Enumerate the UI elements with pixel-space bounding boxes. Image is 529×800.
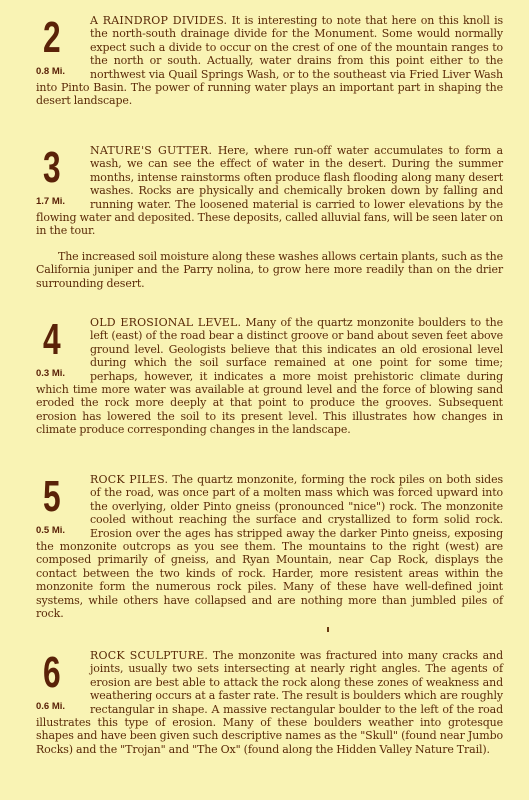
stop-number: 6 xyxy=(43,648,61,697)
stop-description xyxy=(36,14,503,108)
stop-marker xyxy=(36,316,84,382)
stray-mark xyxy=(327,627,329,632)
stop-marker xyxy=(36,473,84,539)
stop-number: 4 xyxy=(43,315,61,364)
stop-3 xyxy=(36,144,503,290)
stop-description xyxy=(36,144,503,238)
stop-heading: OLD EROSIONAL LEVEL. xyxy=(90,316,242,329)
stop-text: Here, where run-off water accumulates to form a wash, we can see the effect of water in the desert. During the summer months, intense rainstorms often produce flash flooding along many desert washes. Rocks are physically and chemically broken down by falling and running water. The loosened material is carried to lower elevations by the flowing water and deposited. These deposits, called alluvial fans, will be seen later on in the tour. xyxy=(36,144,503,238)
stop-marker xyxy=(36,14,84,80)
stop-heading: ROCK SCULPTURE. xyxy=(90,649,209,662)
stop-text: Many of the quartz monzonite boulders to the left (east) of the road bear a distinct groove or band about seven feet above ground level. Geologists believe that this indicates an old erosional level during which the soil surface remained at one point for some time; perhaps, however, it indicates a more moist prehistoric climate during which time more water was available at ground level and the force of blowing sand eroded the rock more deeply at that point to produce the grooves. Subsequent erosion has lowered the soil to its present level. This illustrates how changes in climate produce corresponding changes in the landscape. xyxy=(36,316,504,437)
stop-number: 2 xyxy=(43,13,61,62)
stop-distance: 1.7 Mi. xyxy=(36,196,66,207)
stop-distance: 0.8 Mi. xyxy=(36,66,66,77)
stop-description xyxy=(36,473,503,620)
stop-text: The monzonite was fractured into many cracks and joints, usually two sets intersecting at nearly right angles. The agents of erosion are best able to attack the rock along these zones of weakness and weathering occurs at a faster rate. The result is boulders which are roughly rectangular in shape. A massive rectangular boulder to the left of the road illustrates this type of erosion. Many of these boulders weather into grotesque shapes and have been given such descriptive names as the "Skull" (found near Jumbo Rocks) and the "Trojan" and "The Ox" (found along the Hidden Valley Nature Trail). xyxy=(36,649,503,756)
stop-2 xyxy=(36,14,503,108)
stop-heading: A RAINDROP DIVIDES. xyxy=(90,14,228,27)
stop-4 xyxy=(36,316,503,437)
stop-number: 5 xyxy=(43,472,61,521)
stop-distance: 0.5 Mi. xyxy=(36,525,66,536)
stop-distance: 0.3 Mi. xyxy=(36,368,66,379)
stop-description xyxy=(36,649,503,756)
stop-distance: 0.6 Mi. xyxy=(36,701,66,712)
stop-6 xyxy=(36,649,503,756)
stop-description xyxy=(36,316,503,437)
stop-5 xyxy=(36,473,503,620)
stop-marker xyxy=(36,144,84,210)
stop-marker xyxy=(36,649,84,715)
stop-text: The quartz monzonite, forming the rock piles on both sides of the road, was once part of a molten mass which was forced upward into the overlying, older Pinto gneiss (pronounced "nice") rock. The monzonite cooled without reaching the surface and crystallized to form solid rock. Erosion over the ages has stripped away the darker Pinto gneiss, exposing the monzonite outcrops as you see them. The mountains to the right (west) are composed primarily of gneiss, and Ryan Mountain, near Cap Rock, displays the contact between the two kinds of rock. Harder, more resistent areas within the monzonite form the numerous rock piles. Many of these have well-defined joint systems, while others have collapsed and are nothing more than jumbled piles of rock. xyxy=(36,473,503,621)
stop-number: 3 xyxy=(43,143,61,192)
stop-extra-text: The increased soil moisture along these washes allows certain plants, such as the California juniper and the Parry nolina, to grow here more readily than on the drier surrounding desert. xyxy=(36,249,503,290)
stop-heading: ROCK PILES. xyxy=(90,473,169,486)
stop-heading: NATURE'S GUTTER. xyxy=(90,144,213,157)
stop-text: It is interesting to note that here on this knoll is the north-south drainage divide for the Monument. Some would normally expect such a divide to occur on the crest of one of the mountain ranges to the north or south. Actually, water drains from this point either to the northwest via Quail Springs Wash, or to the southeast via Fried Liver Wash into Pinto Basin. The power of running water plays an important part in shaping the desert landscape. xyxy=(36,14,503,108)
